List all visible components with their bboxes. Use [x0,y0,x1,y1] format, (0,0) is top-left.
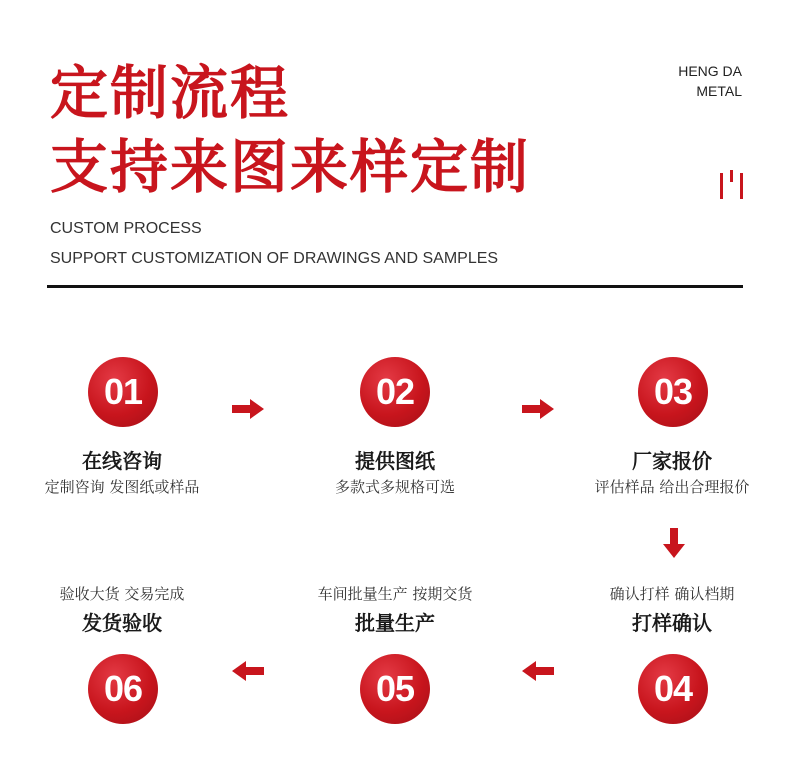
arrow-left-icon [232,661,264,681]
arrow-right-icon [232,399,264,419]
page-title-line1: 定制流程 [50,59,291,127]
step-number-badge: 02 [360,357,430,427]
step-description: 定制咨询 发图纸或样品 [44,478,200,496]
step-title: 厂家报价 [632,449,712,473]
step-number-badge: 01 [88,357,158,427]
subtitle-en-line1: CUSTOM PROCESS [50,220,202,237]
step-description: 评估样品 给出合理报价 [594,478,750,496]
step-title: 发货验收 [82,611,162,635]
step-title: 提供图纸 [355,449,435,473]
brand-mark-icon [718,170,746,200]
step-title: 在线咨询 [82,449,162,473]
step-number-badge: 05 [360,654,430,724]
step-description: 确认打样 确认档期 [609,585,735,603]
brand-name-line1: HENG DA [678,63,742,79]
arrow-left-icon [522,661,554,681]
step-number-badge: 04 [638,654,708,724]
step-description: 车间批量生产 按期交货 [317,585,473,603]
arrow-right-icon [522,399,554,419]
header-divider [47,285,743,288]
step-number-badge: 06 [88,654,158,724]
step-number-badge: 03 [638,357,708,427]
step-description: 多款式多规格可选 [334,478,455,496]
brand-name-line2: METAL [696,83,742,99]
step-description: 验收大货 交易完成 [59,585,185,603]
step-title: 批量生产 [355,611,435,635]
page-title-line2: 支持来图来样定制 [50,133,531,201]
step-title: 打样确认 [632,611,712,635]
subtitle-en-line2: SUPPORT CUSTOMIZATION OF DRAWINGS AND SAMPLES [50,250,499,267]
arrow-down-icon [663,528,685,558]
